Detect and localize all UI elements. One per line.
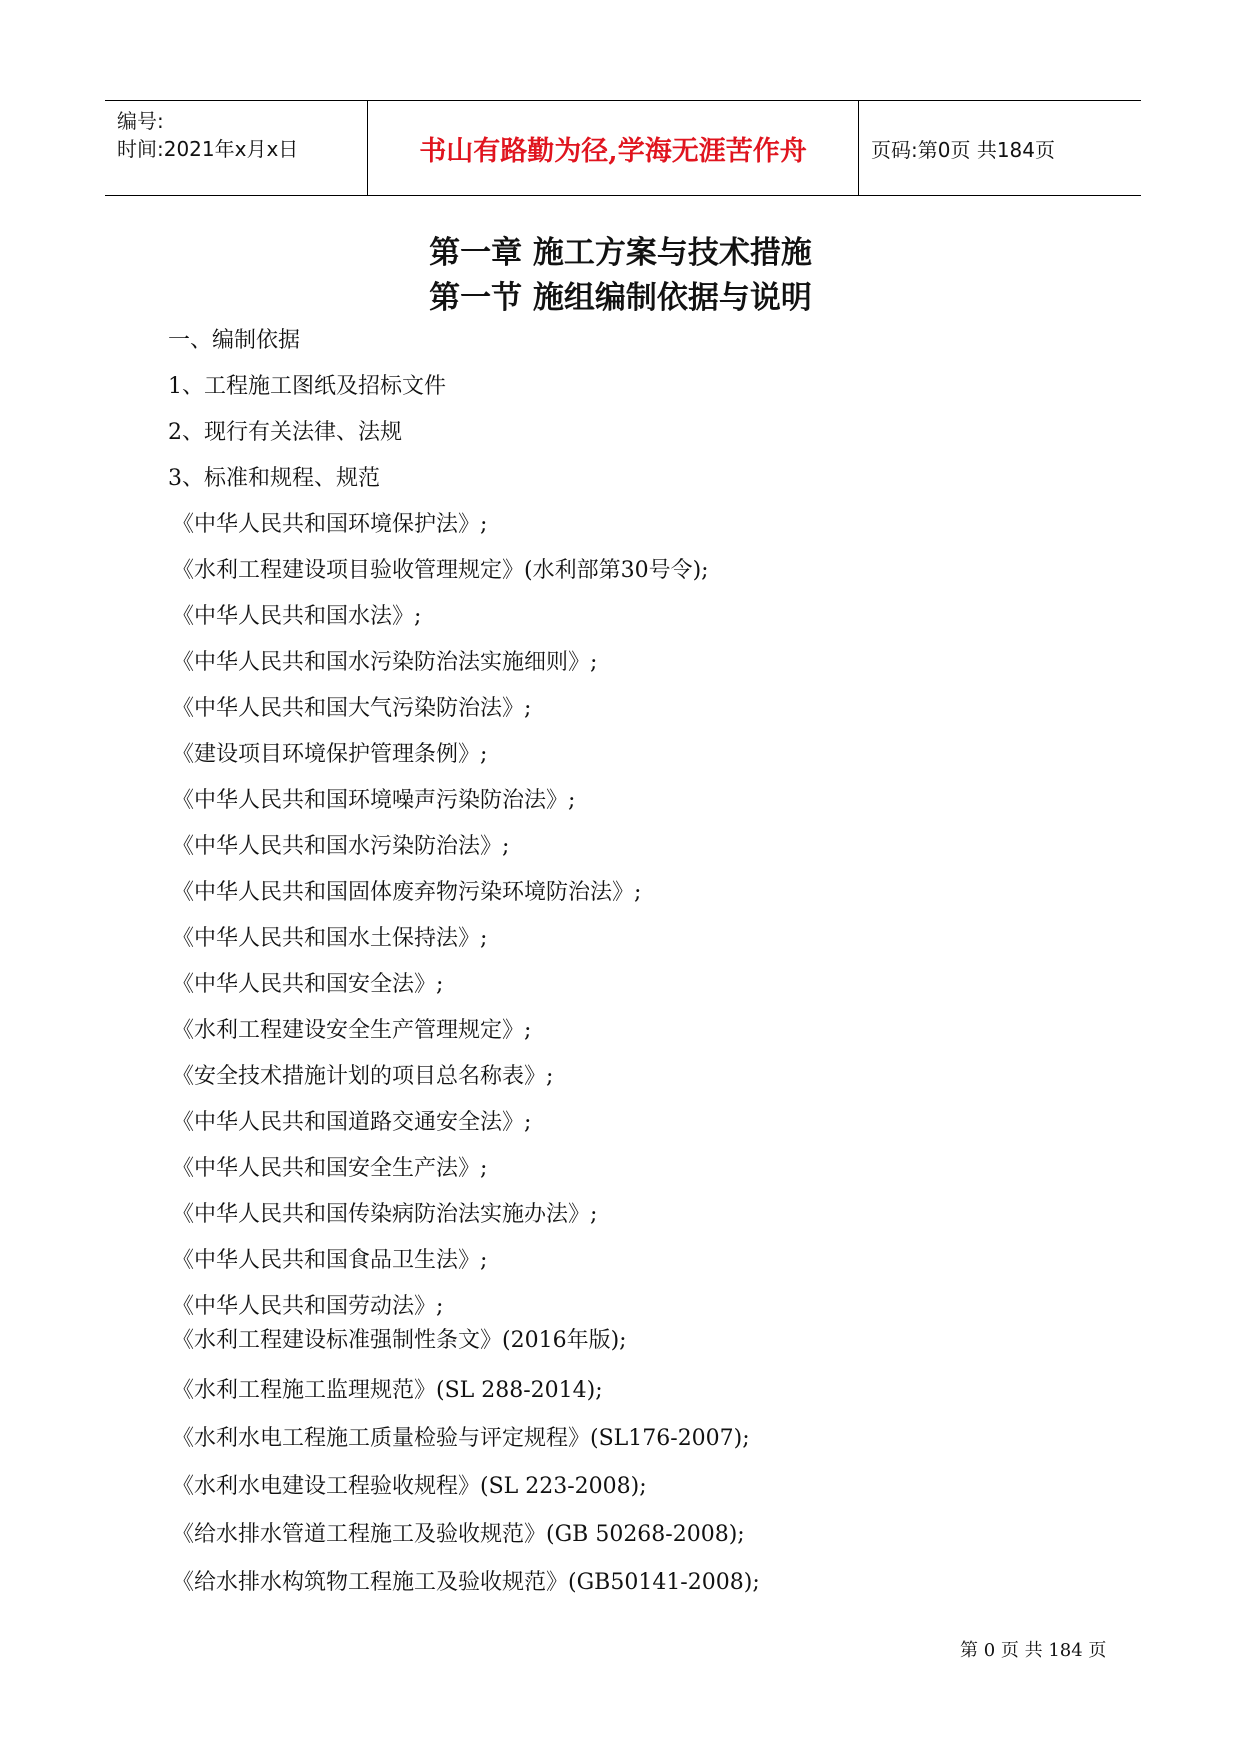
text-line: 《中华人民共和国食品卫生法》; bbox=[172, 1248, 488, 1273]
text-line: 《中华人民共和国安全生产法》; bbox=[172, 1156, 488, 1181]
text-line: 《给水排水管道工程施工及验收规范》(GB 50268-2008); bbox=[172, 1522, 745, 1547]
text-line: 《中华人民共和国安全法》; bbox=[172, 972, 444, 997]
number-label: 编号: bbox=[117, 109, 164, 133]
text-line: 《中华人民共和国水土保持法》; bbox=[172, 926, 488, 951]
text-line: 《水利水电工程施工质量检验与评定规程》(SL176-2007); bbox=[172, 1426, 750, 1451]
header-info bbox=[105, 101, 368, 195]
text-line: 《中华人民共和国固体废弃物污染环境防治法》; bbox=[172, 880, 642, 905]
text-line: 3、标准和规程、规范 bbox=[168, 466, 380, 491]
header-motto: 书山有路勤为径,学海无涯苦作舟 bbox=[368, 101, 859, 195]
text-line: 1、工程施工图纸及招标文件 bbox=[168, 374, 446, 399]
text-line: 《安全技术措施计划的项目总名称表》; bbox=[172, 1064, 554, 1089]
text-line: 《中华人民共和国环境保护法》; bbox=[172, 512, 488, 537]
text-line: 《中华人民共和国水污染防治法》; bbox=[172, 834, 510, 859]
text-line: 《中华人民共和国传染病防治法实施办法》; bbox=[172, 1202, 598, 1227]
text-line: 《中华人民共和国水法》; bbox=[172, 604, 422, 629]
text-line: 《建设项目环境保护管理条例》; bbox=[172, 742, 488, 767]
text-line: 《中华人民共和国水污染防治法实施细则》; bbox=[172, 650, 598, 675]
text-line: 《中华人民共和国劳动法》; bbox=[172, 1294, 444, 1319]
text-line: 《中华人民共和国环境噪声污染防治法》; bbox=[172, 788, 576, 813]
text-line: 《中华人民共和国大气污染防治法》; bbox=[172, 696, 532, 721]
text-line: 《给水排水构筑物工程施工及验收规范》(GB50141-2008); bbox=[172, 1570, 760, 1595]
text-line: 《水利水电建设工程验收规程》(SL 223-2008); bbox=[172, 1474, 647, 1499]
text-line: 2、现行有关法律、法规 bbox=[168, 420, 402, 445]
text-line: 《水利工程施工监理规范》(SL 288-2014); bbox=[172, 1378, 603, 1403]
page-footer: 第 0 页 共 184 页 bbox=[960, 1640, 1107, 1661]
text-line: 《水利工程建设安全生产管理规定》; bbox=[172, 1018, 532, 1043]
text-line: 《中华人民共和国道路交通安全法》; bbox=[172, 1110, 532, 1135]
text-line: 一、编制依据 bbox=[168, 328, 301, 353]
chapter-title: 第一章 施工方案与技术措施 bbox=[429, 235, 812, 271]
text-line: 《水利工程建设项目验收管理规定》(水利部第30号令); bbox=[172, 558, 709, 583]
text-line: 《水利工程建设标准强制性条文》(2016年版); bbox=[172, 1328, 627, 1353]
time-label: 时间:2021年x月x日 bbox=[117, 137, 299, 161]
header-page-label: 页码:第0页 共184页 bbox=[871, 137, 1055, 162]
section-title: 第一节 施组编制依据与说明 bbox=[429, 280, 812, 316]
page-header bbox=[105, 100, 1141, 196]
